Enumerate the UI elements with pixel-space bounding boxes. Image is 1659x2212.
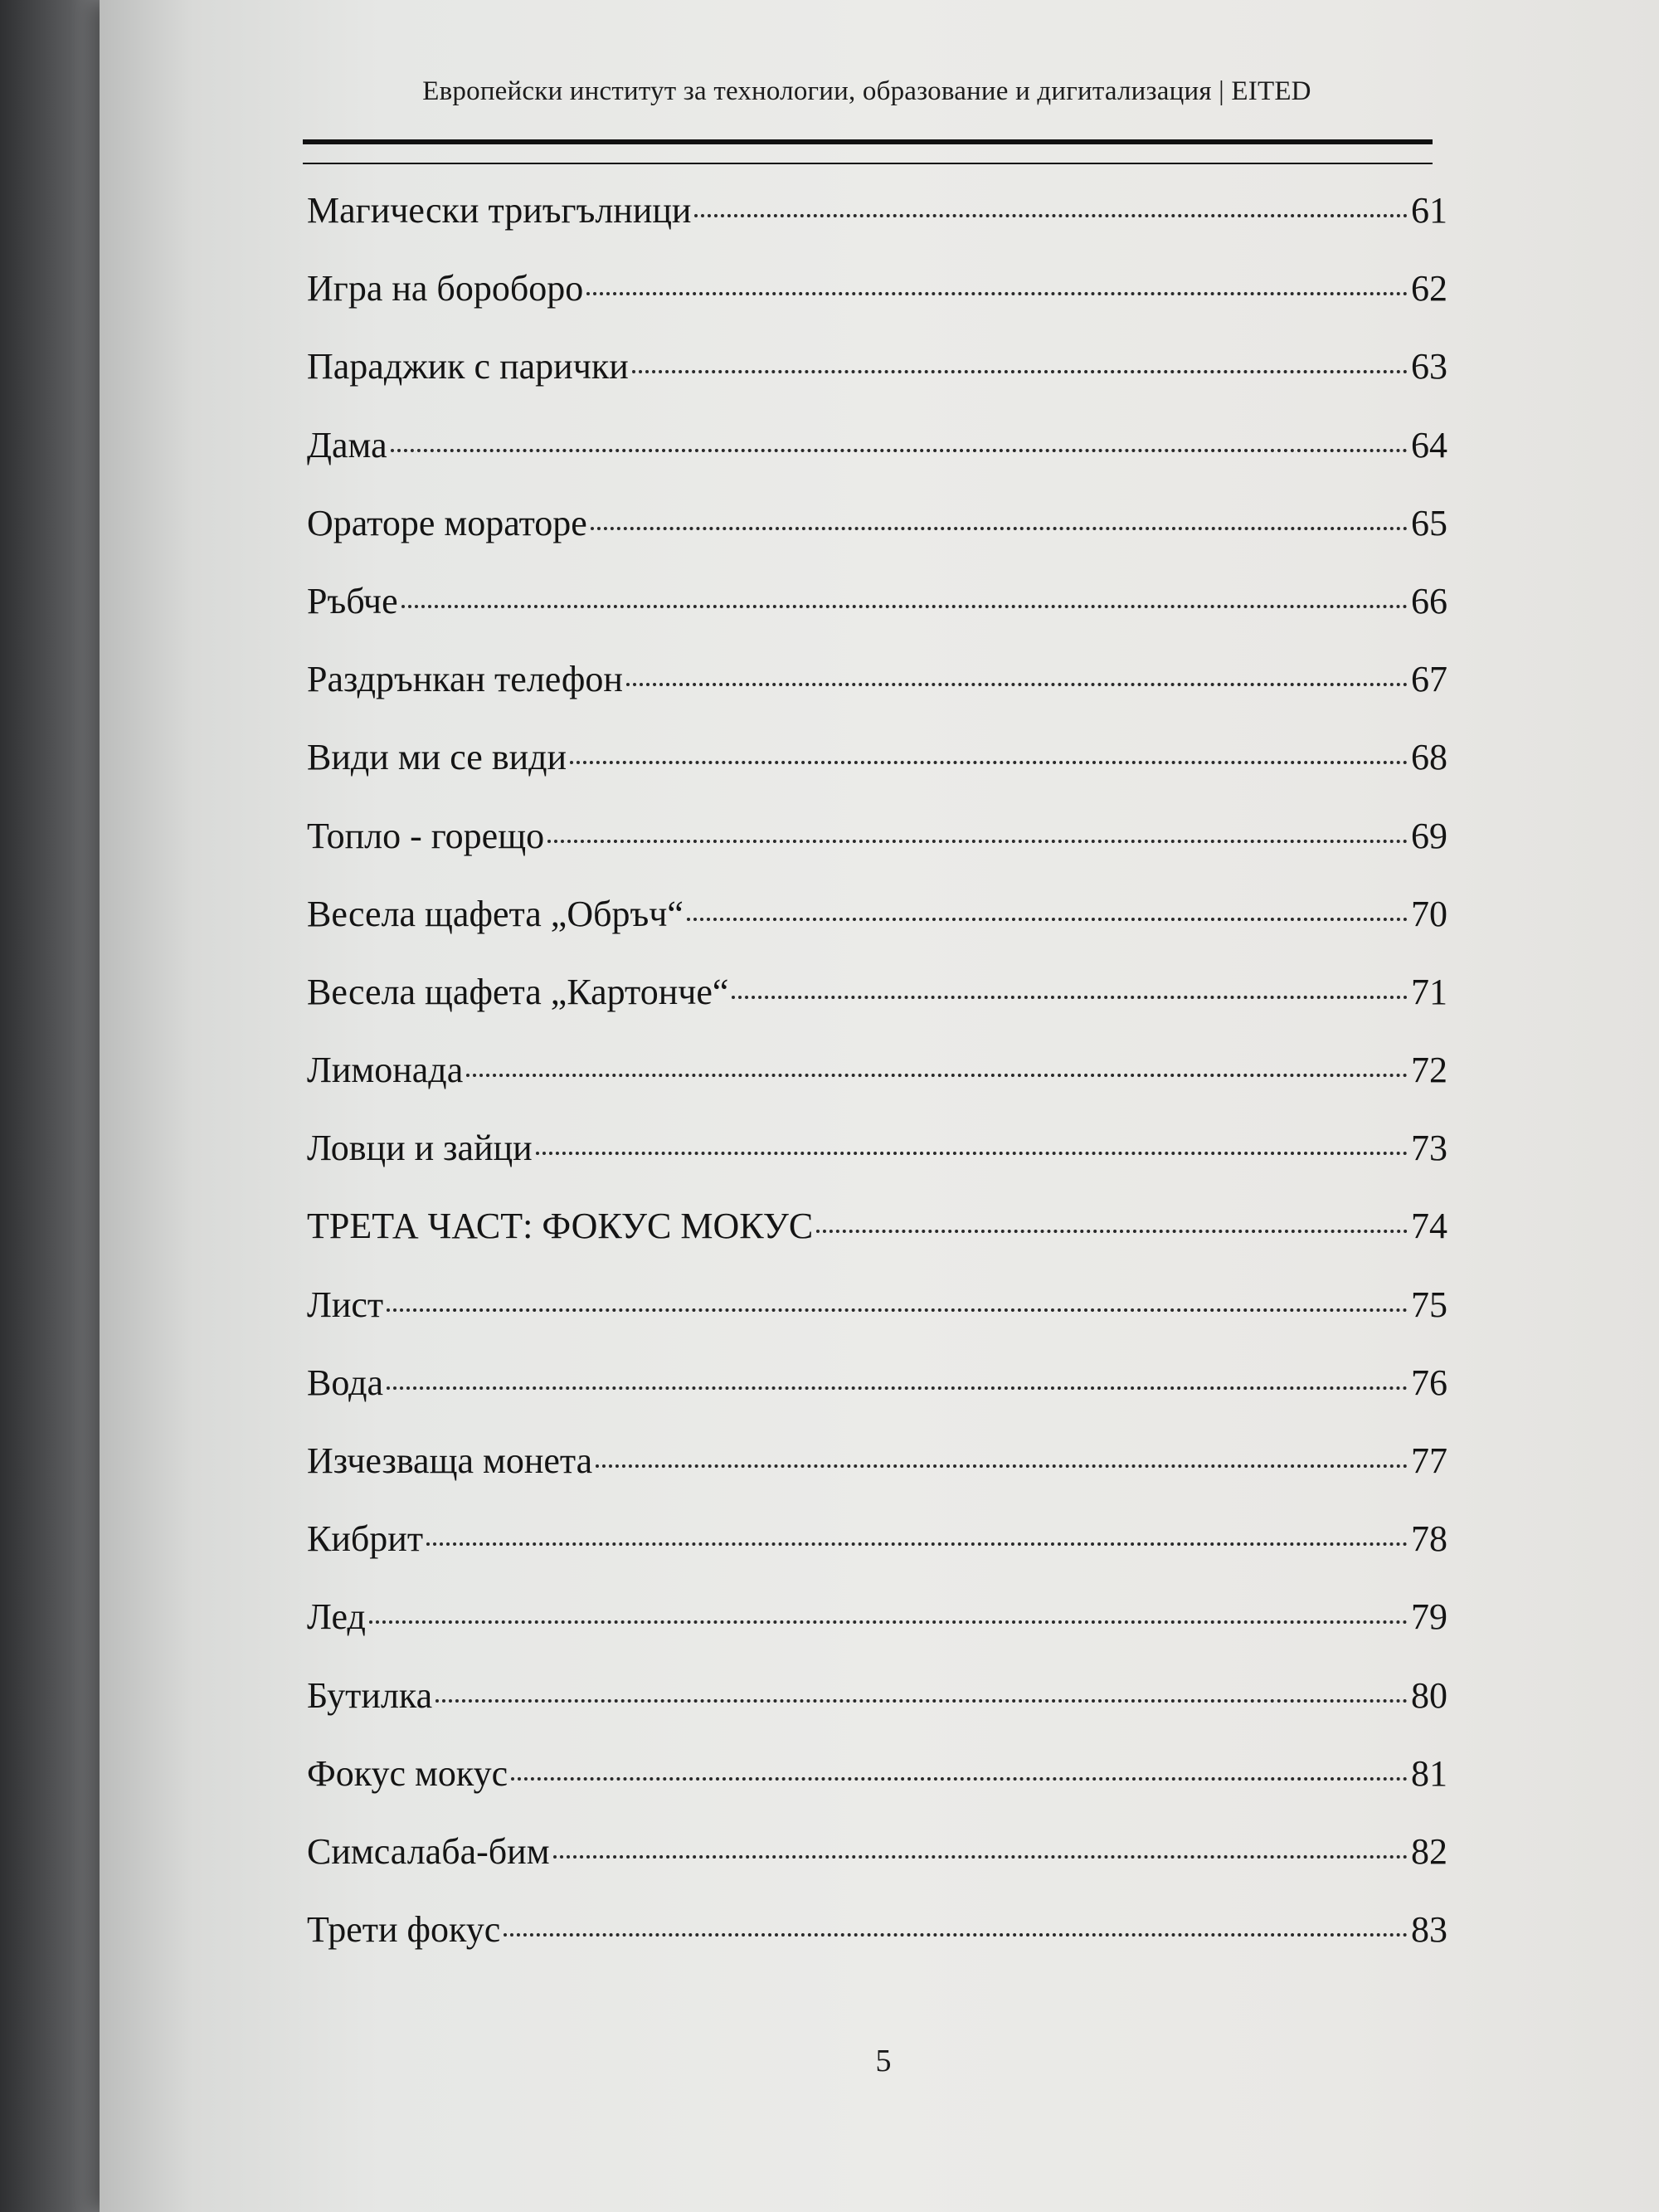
dot-leader xyxy=(435,1699,1408,1703)
toc-entry xyxy=(307,658,1447,736)
toc-entry xyxy=(307,1284,1447,1362)
toc-entry-title: Ръбче xyxy=(307,580,398,621)
toc-entry-page: 78 xyxy=(1411,1518,1447,1560)
toc-entry-title: Трети фокус xyxy=(307,1909,501,1951)
dot-leader xyxy=(626,683,1408,686)
toc-entry xyxy=(307,1440,1447,1518)
dot-leader xyxy=(816,1230,1408,1233)
toc-entry-title: Фокус мокус xyxy=(307,1752,508,1794)
toc-entry-page: 66 xyxy=(1411,580,1447,621)
toc-entry-title: Магически триъгълници xyxy=(307,190,692,231)
toc-entry-title: Симсалаба-бим xyxy=(307,1830,550,1872)
toc-entry xyxy=(307,1362,1447,1440)
dot-leader xyxy=(401,605,1408,608)
toc-entry xyxy=(307,1127,1447,1205)
dot-leader xyxy=(732,996,1408,999)
toc-entry-page: 80 xyxy=(1411,1674,1447,1716)
toc-entry-page: 72 xyxy=(1411,1050,1447,1091)
toc-entry-page: 61 xyxy=(1411,190,1447,231)
toc-entry-title: Лед xyxy=(307,1596,366,1638)
toc-entry-title: Дама xyxy=(307,424,387,465)
toc-entry-page: 71 xyxy=(1411,971,1447,1012)
toc-entry-page: 76 xyxy=(1411,1362,1447,1403)
dot-leader xyxy=(391,449,1408,452)
toc-entry xyxy=(307,1830,1447,1908)
dot-leader xyxy=(466,1074,1408,1077)
dot-leader xyxy=(553,1855,1408,1859)
toc-entry-title: Весела щафета „Картонче“ xyxy=(307,971,729,1012)
toc-entry xyxy=(307,1908,1447,1986)
toc-entry-page: 75 xyxy=(1411,1284,1447,1325)
toc-entry-title: Лимонада xyxy=(307,1050,464,1091)
toc-entry xyxy=(307,1674,1447,1752)
page-number: 5 xyxy=(875,2044,892,2078)
dot-leader xyxy=(570,761,1408,764)
toc-entry xyxy=(307,345,1447,423)
toc-entry-title: Игра на бороборо xyxy=(307,268,584,309)
dot-leader xyxy=(387,1308,1408,1312)
toc-entry xyxy=(307,189,1447,267)
toc-entry xyxy=(307,267,1447,345)
toc-entry xyxy=(307,1752,1447,1830)
dot-leader xyxy=(426,1542,1408,1546)
toc-entry xyxy=(307,971,1447,1049)
toc-entry-page: 68 xyxy=(1411,737,1447,778)
header-rule-thin xyxy=(303,163,1433,164)
toc-entry-page: 74 xyxy=(1411,1206,1447,1247)
book-gutter-shadow xyxy=(0,0,100,2212)
dot-leader xyxy=(632,370,1408,373)
running-header: Европейски институт за технологии, образование и дигитализация | EITED xyxy=(422,76,1311,106)
toc-entry-title: Весела щафета „Обръч“ xyxy=(307,893,684,934)
dot-leader xyxy=(586,292,1408,295)
dot-leader xyxy=(547,840,1408,843)
dot-leader xyxy=(387,1386,1408,1390)
header-rule-thick xyxy=(303,139,1433,144)
toc-entry-page: 77 xyxy=(1411,1440,1447,1481)
toc-entry-title: Лист xyxy=(307,1284,384,1325)
toc-entry-title: Топло - горещо xyxy=(307,815,545,856)
dot-leader xyxy=(504,1933,1408,1937)
toc-entry-page: 79 xyxy=(1411,1596,1447,1638)
toc-entry-page: 73 xyxy=(1411,1128,1447,1169)
dot-leader xyxy=(694,214,1408,217)
toc-section-entry xyxy=(307,1205,1447,1283)
toc-entry xyxy=(307,1049,1447,1127)
toc-entry-page: 82 xyxy=(1411,1830,1447,1872)
toc-entry-page: 63 xyxy=(1411,346,1447,387)
toc-entry-page: 62 xyxy=(1411,268,1447,309)
toc-entry-title: Бутилка xyxy=(307,1674,433,1716)
toc-entry xyxy=(307,815,1447,893)
toc-entry-page: 65 xyxy=(1411,502,1447,543)
dot-leader xyxy=(511,1777,1408,1781)
toc-entry-title: Ораторе мораторе xyxy=(307,502,587,543)
toc-entry xyxy=(307,580,1447,658)
toc-entry-title: Изчезваща монета xyxy=(307,1440,593,1481)
toc-section-title: ТРЕТА ЧАСТ: ФОКУС МОКУС xyxy=(307,1206,814,1247)
toc-entry-title: Види ми се види xyxy=(307,737,567,778)
dot-leader xyxy=(687,918,1408,921)
toc-entry-page: 69 xyxy=(1411,815,1447,856)
toc-entry xyxy=(307,424,1447,502)
dot-leader xyxy=(591,527,1408,530)
toc-entry-page: 83 xyxy=(1411,1909,1447,1951)
toc-entry xyxy=(307,502,1447,580)
toc-entry-page: 64 xyxy=(1411,424,1447,465)
toc-entry-page: 70 xyxy=(1411,893,1447,934)
toc-entry xyxy=(307,736,1447,814)
toc-entry-title: Кибрит xyxy=(307,1518,424,1560)
dot-leader xyxy=(536,1152,1408,1155)
toc-entry-title: Раздрънкан телефон xyxy=(307,659,623,700)
toc-entry xyxy=(307,893,1447,971)
toc-entry-title: Вода xyxy=(307,1362,383,1403)
toc-entry-title: Параджик с парички xyxy=(307,346,629,387)
dot-leader xyxy=(596,1464,1408,1468)
dot-leader xyxy=(369,1620,1408,1624)
toc-entry-title: Ловци и зайци xyxy=(307,1128,533,1169)
toc-entry xyxy=(307,1518,1447,1596)
toc-entry xyxy=(307,1596,1447,1674)
table-of-contents xyxy=(307,189,1447,1986)
toc-entry-page: 81 xyxy=(1411,1752,1447,1794)
toc-entry-page: 67 xyxy=(1411,659,1447,700)
